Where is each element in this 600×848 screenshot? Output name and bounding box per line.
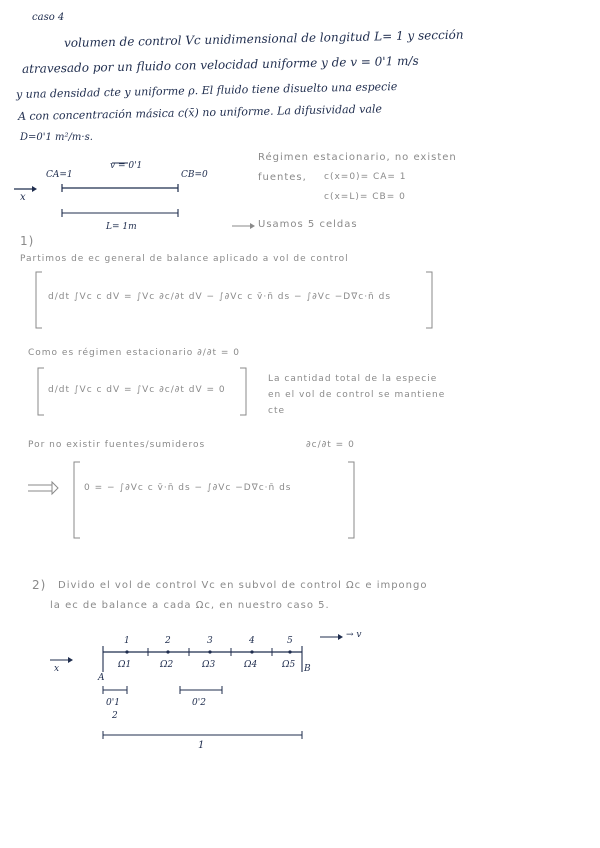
steady-note-line-1: La cantidad total de la especie xyxy=(268,374,438,384)
cell-number-2: 2 xyxy=(165,636,171,646)
section-1-step-3: Por no existir fuentes/sumideros xyxy=(28,440,206,450)
cell-boundaries xyxy=(148,648,272,656)
implies-arrowhead xyxy=(52,482,58,494)
x-axis-arrowhead-2 xyxy=(68,657,73,663)
velocity-arrowhead-2 xyxy=(338,634,343,640)
cell-label-1: Ω1 xyxy=(118,660,132,670)
cb-label: CB=0 xyxy=(181,170,208,180)
eq3-left-bracket xyxy=(74,462,80,538)
cell-center-3 xyxy=(208,650,211,653)
cell-center-4 xyxy=(250,650,253,653)
boundary-condition-a: c(x=0)= CA= 1 xyxy=(324,172,407,182)
cell-width-label: 0'2 xyxy=(192,698,206,708)
section-1-step-2: Como es régimen estacionario ∂/∂t = 0 xyxy=(28,348,241,358)
cell-label-2: Ω2 xyxy=(160,660,174,670)
cell-center-2 xyxy=(166,650,169,653)
steady-note-line-2: en el vol de control se mantiene xyxy=(268,390,446,400)
cell-number-1: 1 xyxy=(124,636,130,646)
cell-label-3: Ω3 xyxy=(202,660,216,670)
cell-center-5 xyxy=(288,650,291,653)
section-2-line-2: la ec de balance a cada Ωc, en nuestro caso 5. xyxy=(50,600,330,611)
section-2-line-1: Divido el vol de control Vc en subvol de control Ωc e impongo xyxy=(58,580,428,591)
cells-note-arrowhead xyxy=(250,223,255,229)
regime-note-line-1: Régimen estacionario, no existen xyxy=(258,152,457,163)
cell-centers xyxy=(125,650,291,653)
balance-equation-steady: d/dt ∫Vc c dV = ∫Vc ∂c/∂t dV = 0 xyxy=(48,385,226,395)
no-sources-equation: ∂c/∂t = 0 xyxy=(306,440,355,450)
cell-label-4: Ω4 xyxy=(244,660,258,670)
cell-label-5: Ω5 xyxy=(282,660,296,670)
boundary-condition-b: c(x=L)= CB= 0 xyxy=(324,192,406,202)
velocity-label: v = 0'1 xyxy=(110,161,143,171)
x-axis-arrowhead xyxy=(32,186,37,192)
problem-line-5: D=0'1 m²/m·s. xyxy=(20,132,93,143)
point-b-label: B xyxy=(304,664,311,674)
cell-center-1 xyxy=(125,650,128,653)
half-width-subscript: 2 xyxy=(112,711,118,721)
eq2-right-bracket xyxy=(240,368,246,415)
problem-line-4: A con concentración másica c(x̄) no uniforme. La difusividad vale xyxy=(17,102,383,123)
problem-line-3: y una densidad cte y uniforme ρ. El fluido tiene disuelto una especie xyxy=(15,80,398,101)
eq2-left-bracket xyxy=(38,368,44,415)
cells-note: Usamos 5 celdas xyxy=(258,219,358,230)
eq1-right-bracket xyxy=(426,272,432,328)
eq3-right-bracket xyxy=(348,462,354,538)
section-1-number: 1) xyxy=(20,234,35,248)
length-label: L= 1m xyxy=(106,222,137,232)
problem-line-2: atravesado por un fluido con velocidad uniforme y de v = 0'1 m/s xyxy=(21,53,419,76)
point-a-label: A xyxy=(98,673,105,683)
half-width-label: 0'1 xyxy=(106,698,120,708)
x-axis-label-2: x xyxy=(54,664,60,674)
ca-label: CA=1 xyxy=(46,170,73,180)
x-axis-label: x xyxy=(20,192,26,203)
total-length-label: 1 xyxy=(198,740,205,751)
balance-equation-general: d/dt ∫Vc c dV = ∫Vc ∂c/∂t dV − ∫∂Vc c v̄·n̄ ds − ∫∂Vc −D∇c·n̄ ds xyxy=(48,292,392,302)
velocity-label-2: → v xyxy=(346,630,362,640)
case-label: caso 4 xyxy=(32,12,65,23)
eq1-left-bracket xyxy=(36,272,42,328)
problem-line-1: volumen de control Vc unidimensional de longitud L= 1 y sección xyxy=(63,27,464,50)
steady-note-line-3: cte xyxy=(268,406,286,416)
implies-arrow-lines xyxy=(28,485,52,491)
cell-number-4: 4 xyxy=(249,636,255,646)
section-2-number: 2) xyxy=(32,578,47,592)
regime-note-line-2: fuentes, xyxy=(258,172,307,183)
section-1-step-1: Partimos de ec general de balance aplicado a vol de control xyxy=(20,254,349,264)
cell-number-5: 5 xyxy=(287,636,293,646)
balance-equation-reduced: 0 = − ∫∂Vc c v̄·n̄ ds − ∫∂Vc −D∇c·n̄ ds xyxy=(84,483,292,493)
cell-number-3: 3 xyxy=(207,636,213,646)
